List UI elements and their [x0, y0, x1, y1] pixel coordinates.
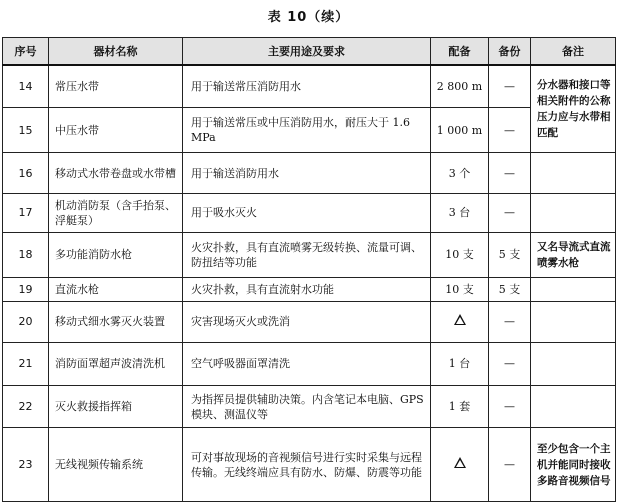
row-remark: 分水器和接口等相关附件的公称压力应与水带相匹配 [531, 65, 616, 153]
triangle-icon [454, 457, 466, 468]
row-spare: — [489, 385, 531, 428]
table-row [3, 302, 616, 343]
row-spare: — [489, 153, 531, 194]
row-spare: — [489, 65, 531, 108]
row-name: 无线视频传输系统 [49, 428, 183, 502]
row-spare: — [489, 193, 531, 232]
table-row [3, 385, 616, 428]
table-row [3, 65, 616, 108]
row-use: 灾害现场灭火或洗消 [183, 302, 431, 343]
header-use: 主要用途及要求 [183, 38, 431, 66]
header-remark: 备注 [531, 38, 616, 66]
row-remark: 又名导流式直流喷雾水枪 [531, 232, 616, 277]
row-qty: 3 个 [431, 153, 489, 194]
table-title: 表 10（续） [267, 10, 350, 25]
table-row [3, 232, 616, 277]
row-qty: 10 支 [431, 277, 489, 301]
row-no: 16 [3, 153, 49, 194]
row-name: 移动式水带卷盘或水带槽 [49, 153, 183, 194]
row-use: 可对事故现场的音视频信号进行实时采集与远程传输。无线终端应具有防水、防爆、防震等功能 [183, 428, 431, 502]
row-spare: — [489, 302, 531, 343]
row-qty [431, 428, 489, 502]
row-use: 用于输送消防用水 [183, 153, 431, 194]
row-no: 17 [3, 193, 49, 232]
row-qty: 1 台 [431, 342, 489, 385]
header-name: 器材名称 [49, 38, 183, 66]
header-no: 序号 [3, 38, 49, 66]
header-spare: 备份 [489, 38, 531, 66]
triangle-icon [454, 314, 466, 325]
row-use: 火灾扑救，具有直流喷雾无级转换、流量可调、防扭结等功能 [183, 232, 431, 277]
row-use: 火灾扑救，具有直流射水功能 [183, 277, 431, 301]
table-row [3, 428, 616, 502]
row-name: 灭火救援指挥箱 [49, 385, 183, 428]
row-name: 机动消防泵（含手抬泵、浮艇泵） [49, 193, 183, 232]
row-name: 消防面罩超声波清洗机 [49, 342, 183, 385]
row-remark [531, 342, 616, 385]
header-row [3, 38, 616, 66]
row-remark [531, 153, 616, 194]
row-qty: 3 台 [431, 193, 489, 232]
equipment-table [2, 37, 616, 502]
row-spare: — [489, 428, 531, 502]
row-no: 15 [3, 108, 49, 153]
row-spare: 5 支 [489, 232, 531, 277]
table-row [3, 193, 616, 232]
row-qty [431, 302, 489, 343]
row-use: 为指挥员提供辅助决策。内含笔记本电脑、GPS 模块、测温仪等 [183, 385, 431, 428]
row-no: 23 [3, 428, 49, 502]
row-spare: — [489, 108, 531, 153]
row-no: 19 [3, 277, 49, 301]
row-remark [531, 277, 616, 301]
row-qty: 2 800 m [431, 65, 489, 108]
row-name: 中压水带 [49, 108, 183, 153]
row-no: 18 [3, 232, 49, 277]
row-name: 移动式细水雾灭火装置 [49, 302, 183, 343]
row-no: 21 [3, 342, 49, 385]
row-spare: — [489, 342, 531, 385]
row-remark [531, 193, 616, 232]
row-no: 20 [3, 302, 49, 343]
table-row [3, 108, 616, 153]
row-use: 用于输送常压消防用水 [183, 65, 431, 108]
row-name: 常压水带 [49, 65, 183, 108]
row-remark [531, 302, 616, 343]
row-spare: 5 支 [489, 277, 531, 301]
header-qty: 配备 [431, 38, 489, 66]
row-name: 多功能消防水枪 [49, 232, 183, 277]
table-row [3, 342, 616, 385]
table-row [3, 153, 616, 194]
row-name: 直流水枪 [49, 277, 183, 301]
table-row [3, 277, 616, 301]
row-remark: 至少包含一个主机并能同时接收多路音视频信号 [531, 428, 616, 502]
row-qty: 1 000 m [431, 108, 489, 153]
row-no: 22 [3, 385, 49, 428]
row-use: 空气呼吸器面罩清洗 [183, 342, 431, 385]
row-use: 用于输送常压或中压消防用水，耐压大于 1.6 MPa [183, 108, 431, 153]
row-qty: 1 套 [431, 385, 489, 428]
row-no: 14 [3, 65, 49, 108]
row-qty: 10 支 [431, 232, 489, 277]
row-remark [531, 385, 616, 428]
row-use: 用于吸水灭火 [183, 193, 431, 232]
